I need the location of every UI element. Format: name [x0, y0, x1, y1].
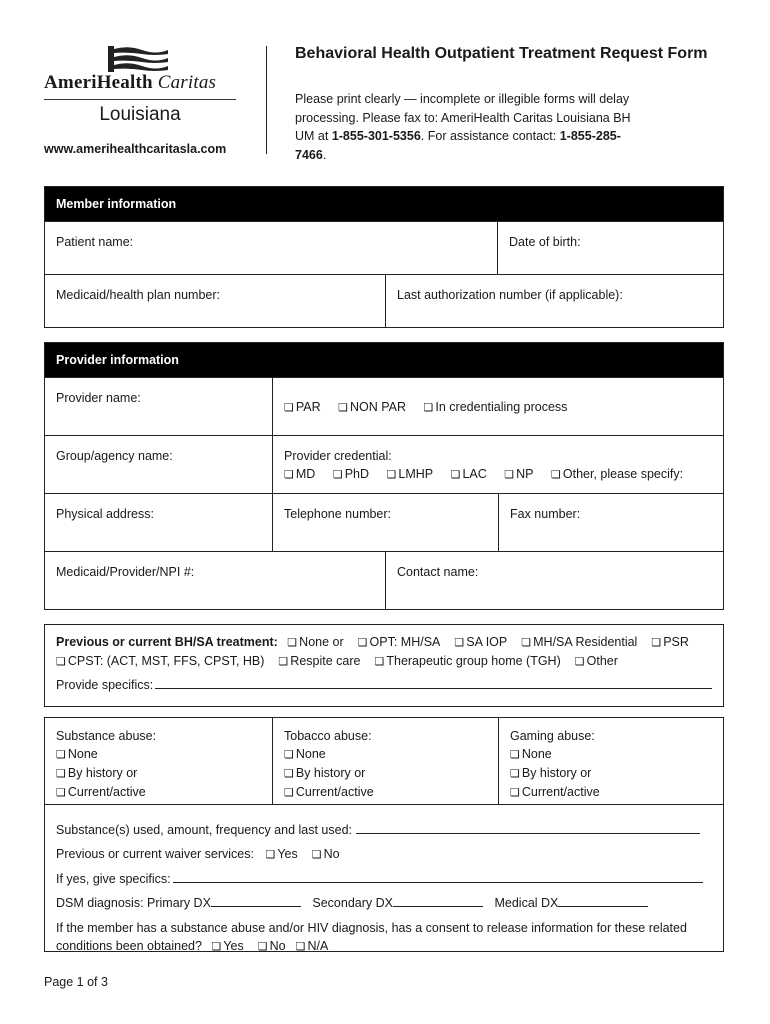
checkbox-tobacco-history[interactable]: ❏ By history or — [284, 766, 366, 780]
checkbox-lmhp[interactable]: ❏ LMHP — [386, 467, 434, 481]
npi-field[interactable]: Medicaid/Provider/NPI #: — [56, 565, 195, 579]
fax-number: 1-855-301-5356 — [331, 129, 421, 143]
dsm-primary-input[interactable] — [211, 895, 301, 907]
waiver-label: Previous or current waiver services: — [56, 847, 254, 861]
provide-specifics-label: Provide specifics: — [56, 678, 154, 692]
checkbox-substance-history[interactable]: ❏ By history or — [56, 766, 138, 780]
checkbox-waiver-no[interactable]: ❏ No — [311, 847, 340, 861]
checkbox-in-credentialing[interactable]: ❏ In credentialing process — [423, 400, 568, 414]
provider-section — [44, 342, 724, 610]
checkbox-respite[interactable]: ❏ Respite care — [278, 654, 361, 668]
abuse-section — [44, 717, 724, 952]
checkbox-non-par[interactable]: ❏ NON PAR — [338, 400, 407, 414]
waiver-specifics-label: If yes, give specifics: — [56, 872, 171, 886]
fax-field[interactable]: Fax number: — [498, 494, 723, 551]
header-divider — [266, 46, 267, 154]
dsm-medical-label: Medical DX — [494, 896, 559, 910]
telephone-field[interactable]: Telephone number: — [272, 494, 498, 551]
provider-status-options — [272, 378, 723, 435]
date-of-birth-field[interactable]: Date of birth: — [497, 222, 723, 274]
header — [44, 42, 734, 162]
dsm-secondary-input[interactable] — [393, 895, 483, 907]
intro-text: Please print clearly — incomplete or illegible forms will delay processing. Please fax to: AmeriHealth Caritas Louisiana BH UM at 1-855-301-5356. For assistance contact: 1-855-285-7466. — [295, 92, 631, 162]
provider-heading: Provider information — [45, 343, 723, 377]
checkbox-opt[interactable]: ❏ OPT: MH/SA — [357, 635, 441, 649]
logo-state: Louisiana — [99, 104, 181, 125]
substances-label: Substance(s) used, amount, frequency and last used: — [56, 823, 353, 837]
contact-name-field[interactable]: Contact name: — [385, 552, 723, 609]
gaming-abuse-block: Gaming abuse: ❏ None ❏ By history or ❏ Current/active — [498, 718, 723, 804]
checkbox-tobacco-current[interactable]: ❏ Current/active — [284, 785, 374, 799]
checkbox-waiver-yes[interactable]: ❏ Yes — [265, 847, 298, 861]
checkbox-sa-iop[interactable]: ❏ SA IOP — [454, 635, 508, 649]
checkbox-none-treatment[interactable]: ❏ None or — [287, 635, 344, 649]
checkbox-residential[interactable]: ❏ MH/SA Residential — [521, 635, 638, 649]
member-heading: Member information — [45, 187, 723, 221]
substances-input[interactable] — [356, 822, 700, 834]
treatment-section — [44, 624, 724, 707]
contact-number: 1-855-285-7466 — [295, 129, 621, 162]
checkbox-np[interactable]: ❏ NP — [504, 467, 534, 481]
checkbox-other-credential[interactable]: ❏ Other, please specify: — [551, 467, 684, 481]
checkbox-cpst[interactable]: ❏ CPST: (ACT, MST, FFS, CPST, HB) — [56, 654, 265, 668]
provider-name-field[interactable]: Provider name: — [56, 391, 141, 405]
checkbox-gaming-history[interactable]: ❏ By history or — [510, 766, 592, 780]
checkbox-consent-na[interactable]: ❏ N/A — [295, 939, 329, 953]
consent-question: If the member has a substance abuse and/or HIV diagnosis, has a consent to release information for these related conditions been obtained? ❏ Yes ❏ No ❏ N/A — [56, 921, 687, 953]
logo-wordmark: AmeriHealth Caritas — [44, 72, 217, 93]
website-link[interactable]: www.amerihealthcaritasla.com — [44, 142, 227, 156]
checkbox-md[interactable]: ❏ MD — [284, 467, 316, 481]
tobacco-abuse-block: Tobacco abuse: ❏ None ❏ By history or ❏ Current/active — [272, 718, 498, 804]
checkbox-psr[interactable]: ❏ PSR — [651, 635, 689, 649]
checkbox-par[interactable]: ❏ PAR — [284, 400, 321, 414]
member-section — [44, 186, 724, 328]
waiver-specifics-input[interactable] — [173, 871, 703, 883]
dsm-primary-label: DSM diagnosis: Primary DX — [56, 896, 211, 910]
dsm-secondary-label: Secondary DX — [312, 896, 393, 910]
checkbox-phd[interactable]: ❏ PhD — [332, 467, 370, 481]
checkbox-gaming-none[interactable]: ❏ None — [510, 747, 552, 761]
checkbox-consent-yes[interactable]: ❏ Yes — [211, 939, 244, 953]
provider-credential-options — [272, 436, 723, 493]
physical-address-field[interactable]: Physical address: — [56, 507, 154, 521]
checkbox-consent-no[interactable]: ❏ No — [257, 939, 286, 953]
group-agency-field[interactable]: Group/agency name: — [56, 449, 173, 463]
page-title: Behavioral Health Outpatient Treatment Request Form — [295, 45, 708, 62]
medicaid-number-field[interactable]: Medicaid/health plan number: — [56, 288, 220, 302]
checkbox-tobacco-none[interactable]: ❏ None — [284, 747, 326, 761]
checkbox-other-treatment[interactable]: ❏ Other — [574, 654, 618, 668]
checkbox-substance-current[interactable]: ❏ Current/active — [56, 785, 146, 799]
provide-specifics-input[interactable] — [155, 677, 712, 689]
dsm-medical-input[interactable] — [558, 895, 648, 907]
flag-icon — [108, 46, 168, 72]
checkbox-tgh[interactable]: ❏ Therapeutic group home (TGH) — [374, 654, 561, 668]
checkbox-lac[interactable]: ❏ LAC — [450, 467, 487, 481]
checkbox-gaming-current[interactable]: ❏ Current/active — [510, 785, 600, 799]
page-number: Page 1 of 3 — [44, 975, 108, 989]
substance-abuse-block: Substance abuse: ❏ None ❏ By history or ❏ Current/active — [45, 718, 272, 804]
credential-label: Provider credential: — [284, 449, 392, 463]
checkbox-substance-none[interactable]: ❏ None — [56, 747, 98, 761]
treatment-label: Previous or current BH/SA treatment: — [56, 635, 278, 649]
patient-name-field[interactable]: Patient name: — [56, 235, 134, 249]
last-authorization-field[interactable]: Last authorization number (if applicable): — [385, 275, 723, 327]
